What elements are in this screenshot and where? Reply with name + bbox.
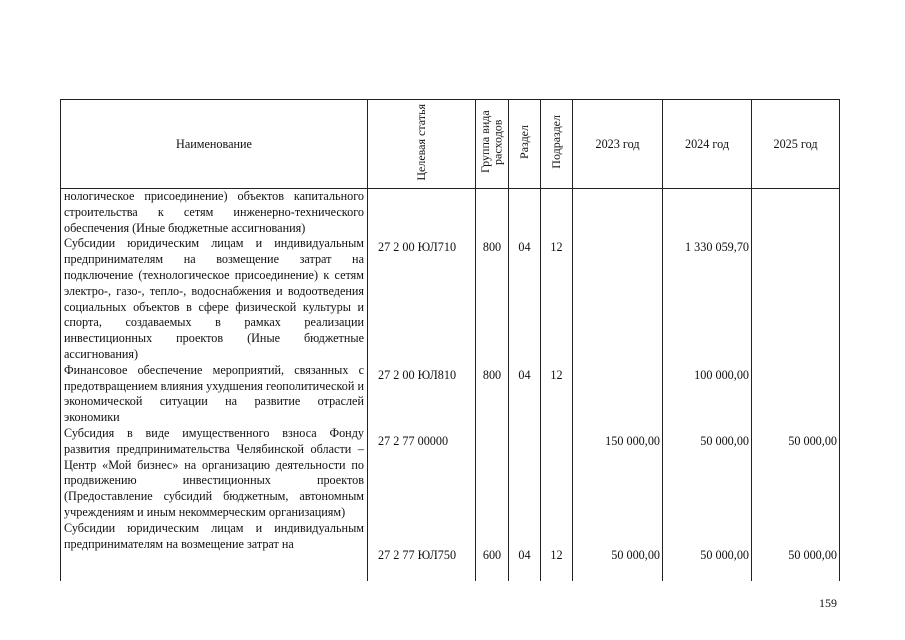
amount-2023-cell bbox=[573, 257, 663, 385]
names-column bbox=[61, 189, 368, 582]
amount-2024-cell: 100 000,00 bbox=[663, 257, 752, 385]
row-name: Субсидии юридическим лицам и индивидуальным предпринимателям на возмещение затрат на bbox=[64, 520, 364, 551]
table-header-row bbox=[61, 100, 840, 189]
target-article-cell: 27 2 77 00000 bbox=[368, 385, 476, 451]
expense-group-cell bbox=[476, 385, 509, 451]
header-section: Раздел bbox=[509, 100, 541, 189]
expense-group-cell: 600 bbox=[476, 451, 509, 565]
header-subsection: Подраздел bbox=[541, 100, 573, 189]
header-expense-group: Группа вида расходов bbox=[476, 100, 509, 189]
amount-2024-cell bbox=[663, 565, 752, 581]
header-target-article: Целевая статья bbox=[368, 100, 476, 189]
row-name: Субсидии юридическим лицам и индивидуальным предпринимателям на возмещение затрат на подключение (технологическое присоединение) к сетям электро-, газо-, тепло-, водоснабжения и водоотведения социальных объектов в сфере физической культуры и спорта, создаваемых в рамках реализации инвестиционных проектов (Иные бюджетные ассигнования) bbox=[64, 236, 364, 361]
header-2025: 2025 год bbox=[752, 100, 840, 189]
subsection-cell bbox=[541, 565, 573, 581]
amount-2025-cell: 50 000,00 bbox=[752, 385, 840, 451]
target-article-cell: 27 2 77 ЮЛ750 bbox=[368, 451, 476, 565]
amount-2024-cell: 50 000,00 bbox=[663, 385, 752, 451]
subsection-cell bbox=[541, 385, 573, 451]
subsection-cell: 12 bbox=[541, 451, 573, 565]
target-article-cell: 27 2 00 ЮЛ710 bbox=[368, 189, 476, 258]
target-article-cell bbox=[368, 565, 476, 581]
amount-2025-cell bbox=[752, 257, 840, 385]
section-cell bbox=[509, 565, 541, 581]
amount-2023-cell: 50 000,00 bbox=[573, 451, 663, 565]
amount-2025-cell: 50 000,00 bbox=[752, 451, 840, 565]
budget-table bbox=[60, 99, 840, 581]
subsection-cell: 12 bbox=[541, 189, 573, 258]
amount-2023-cell bbox=[573, 189, 663, 258]
row-name: нологическое присоединение) объектов капитального строительства к сетям инженерно-технического обеспечения (Иные бюджетные ассигнования) bbox=[64, 189, 364, 235]
amount-2025-cell bbox=[752, 189, 840, 258]
page-number: 159 bbox=[819, 596, 837, 610]
amount-2023-cell bbox=[573, 565, 663, 581]
amount-2023-cell: 150 000,00 bbox=[573, 385, 663, 451]
section-cell: 04 bbox=[509, 451, 541, 565]
header-2023: 2023 год bbox=[573, 100, 663, 189]
row-name: Субсидия в виде имущественного взноса Фонду развития предпринимательства Челябинской области – Центр «Мой бизнес» на организацию деятельности по продвижению инвестиционных проектов (Предоставление субсидий бюджетным, автономным учреждениям и иным некоммерческим организациям) bbox=[64, 425, 364, 519]
section-cell: 04 bbox=[509, 189, 541, 258]
row-name: Финансовое обеспечение мероприятий, связанных с предотвращением влияния ухудшения геополитической и экономической ситуации на развитие отраслей экономики bbox=[64, 362, 364, 425]
amount-2024-cell: 1 330 059,70 bbox=[663, 189, 752, 258]
section-cell bbox=[509, 385, 541, 451]
subsection-cell: 12 bbox=[541, 257, 573, 385]
table-body-row bbox=[61, 189, 840, 258]
header-name: Наименование bbox=[61, 100, 368, 189]
header-2024: 2024 год bbox=[663, 100, 752, 189]
section-cell: 04 bbox=[509, 257, 541, 385]
expense-group-cell: 800 bbox=[476, 189, 509, 258]
target-article-cell: 27 2 00 ЮЛ810 bbox=[368, 257, 476, 385]
amount-2025-cell bbox=[752, 565, 840, 581]
expense-group-cell bbox=[476, 565, 509, 581]
expense-group-cell: 800 bbox=[476, 257, 509, 385]
amount-2024-cell: 50 000,00 bbox=[663, 451, 752, 565]
